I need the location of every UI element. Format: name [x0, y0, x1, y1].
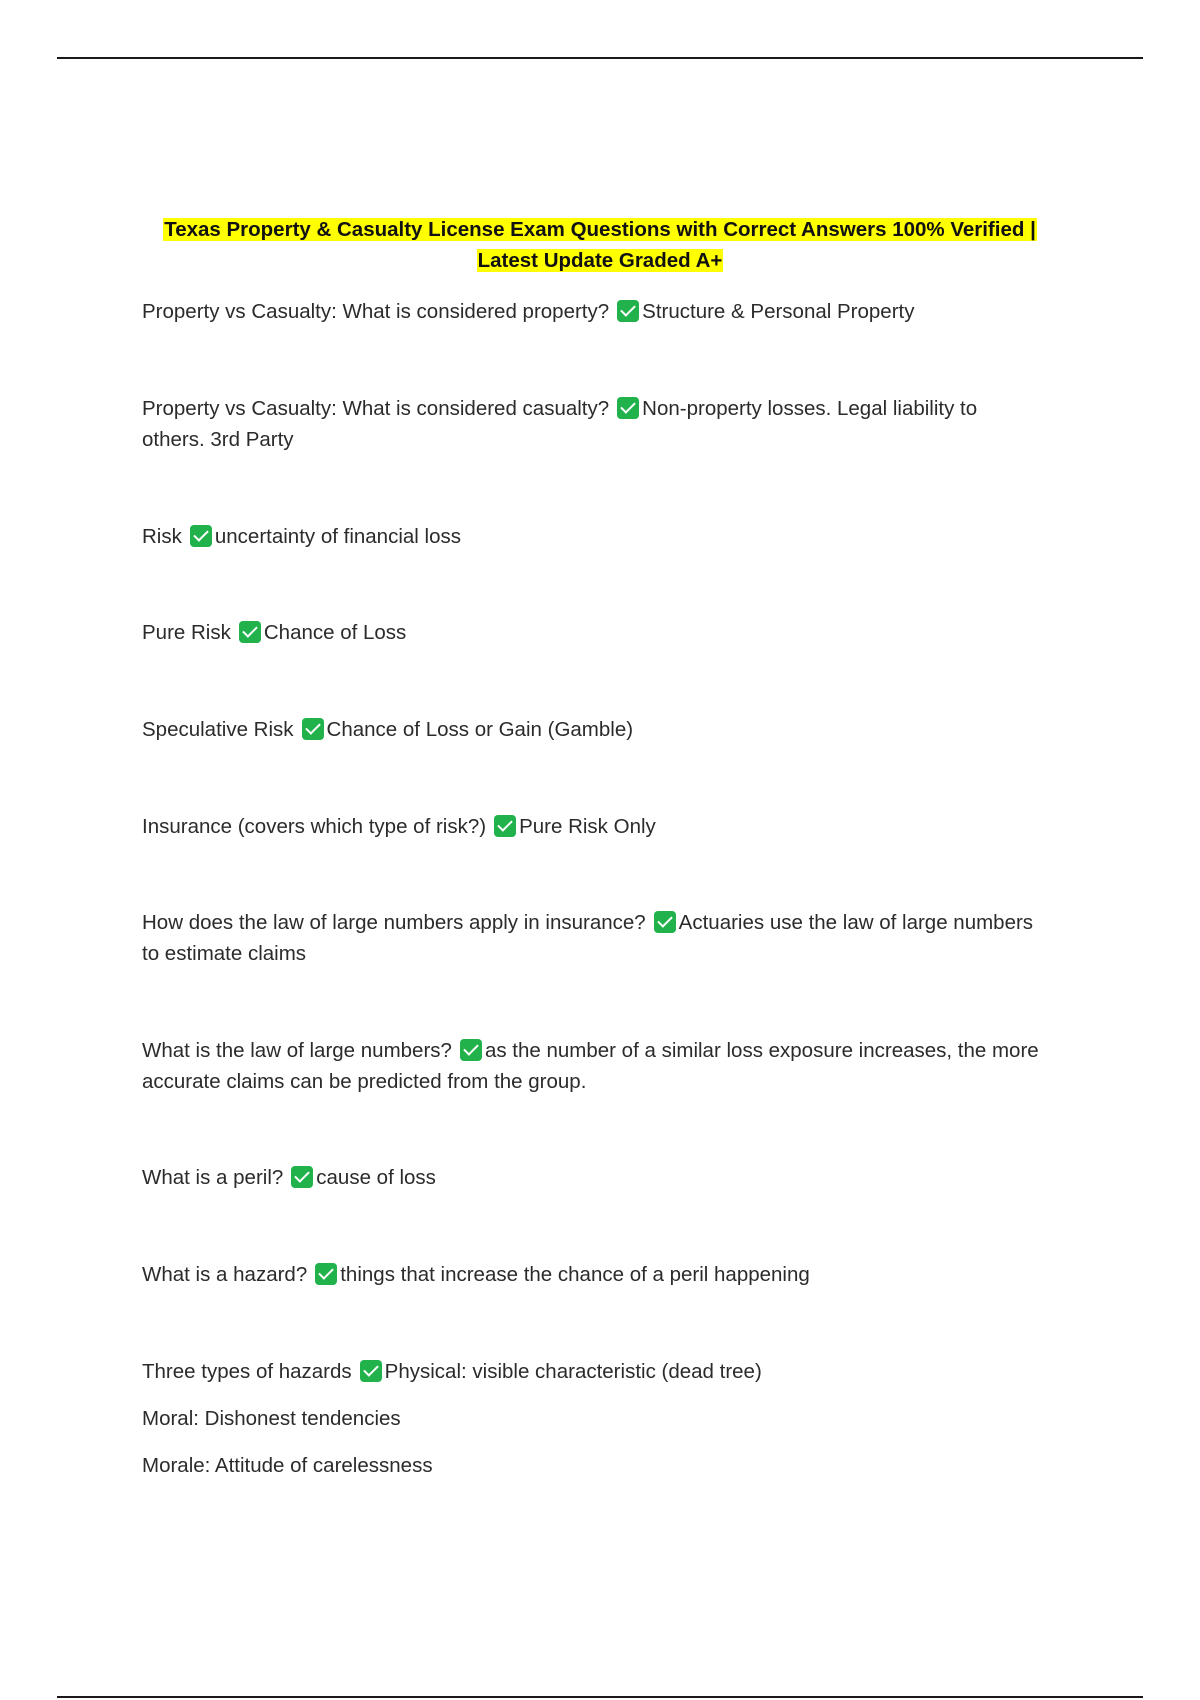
question-text: Pure Risk [142, 621, 231, 644]
hazard-morale-line: Morale: Attitude of carelessness [142, 1454, 433, 1477]
qa-item-8 [142, 1035, 1042, 1097]
title-line-1: Texas Property & Casualty License Exam Questions with Correct Answers 100% Verified | [164, 218, 1036, 241]
hazard-moral-line: Moral: Dishonest tendencies [142, 1407, 401, 1430]
checkmark-icon [617, 300, 639, 322]
question-text: What is a peril? [142, 1166, 284, 1189]
question-text: What is the law of large numbers? [142, 1039, 452, 1062]
answer-text: cause of loss [316, 1166, 436, 1189]
header-rule [57, 57, 1143, 59]
answer-text: things that increase the chance of a peril happening [340, 1263, 810, 1286]
answer-text: Pure Risk Only [519, 815, 656, 838]
qa-item-9 [142, 1162, 1042, 1193]
answer-text: as the number of a similar loss exposure increases, the more accurate claims can be predicted from the group. [142, 1039, 1039, 1093]
checkmark-icon [239, 621, 261, 643]
answer-text: Structure & Personal Property [642, 300, 915, 323]
title-line-2: Latest Update Graded A+ [477, 249, 723, 272]
qa-item-5 [142, 714, 1042, 745]
checkmark-icon [190, 525, 212, 547]
qa-item-2 [142, 393, 1042, 455]
qa-item-3 [142, 521, 1042, 552]
answer-text: Chance of Loss [263, 621, 407, 644]
checkmark-icon [315, 1263, 337, 1285]
qa-item-6 [142, 811, 1042, 842]
checkmark-icon [617, 397, 639, 419]
answer-text: Actuaries use the law of large numbers to estimate claims [142, 911, 1034, 965]
footer-rule [57, 1696, 1143, 1698]
answer-text: Physical: visible characteristic (dead tree) [384, 1360, 762, 1383]
question-text: Three types of hazards [142, 1360, 352, 1383]
document-title [100, 214, 1100, 276]
qa-item-1 [142, 296, 1042, 327]
answer-text: Chance of Loss or Gain (Gamble) [326, 718, 634, 741]
answer-text: uncertainty of financial loss [214, 525, 461, 548]
question-text: Property vs Casualty: What is considered casualty? [142, 397, 610, 420]
qa-item-11 [142, 1356, 1042, 1387]
qa-item-4 [142, 617, 1042, 648]
qa-item-10 [142, 1259, 1042, 1290]
question-text: Speculative Risk [142, 718, 294, 741]
question-text: Insurance (covers which type of risk?) [142, 815, 487, 838]
question-text: Property vs Casualty: What is considered property? [142, 300, 610, 323]
checkmark-icon [460, 1039, 482, 1061]
question-text: How does the law of large numbers apply in insurance? [142, 911, 646, 934]
checkmark-icon [654, 911, 676, 933]
question-text: Risk [142, 525, 182, 548]
qa-item-7 [142, 907, 1042, 969]
checkmark-icon [494, 815, 516, 837]
checkmark-icon [302, 718, 324, 740]
checkmark-icon [291, 1166, 313, 1188]
question-text: What is a hazard? [142, 1263, 308, 1286]
checkmark-icon [360, 1360, 382, 1382]
answer-text: Non-property losses. Legal liability to others. 3rd Party [142, 397, 978, 451]
